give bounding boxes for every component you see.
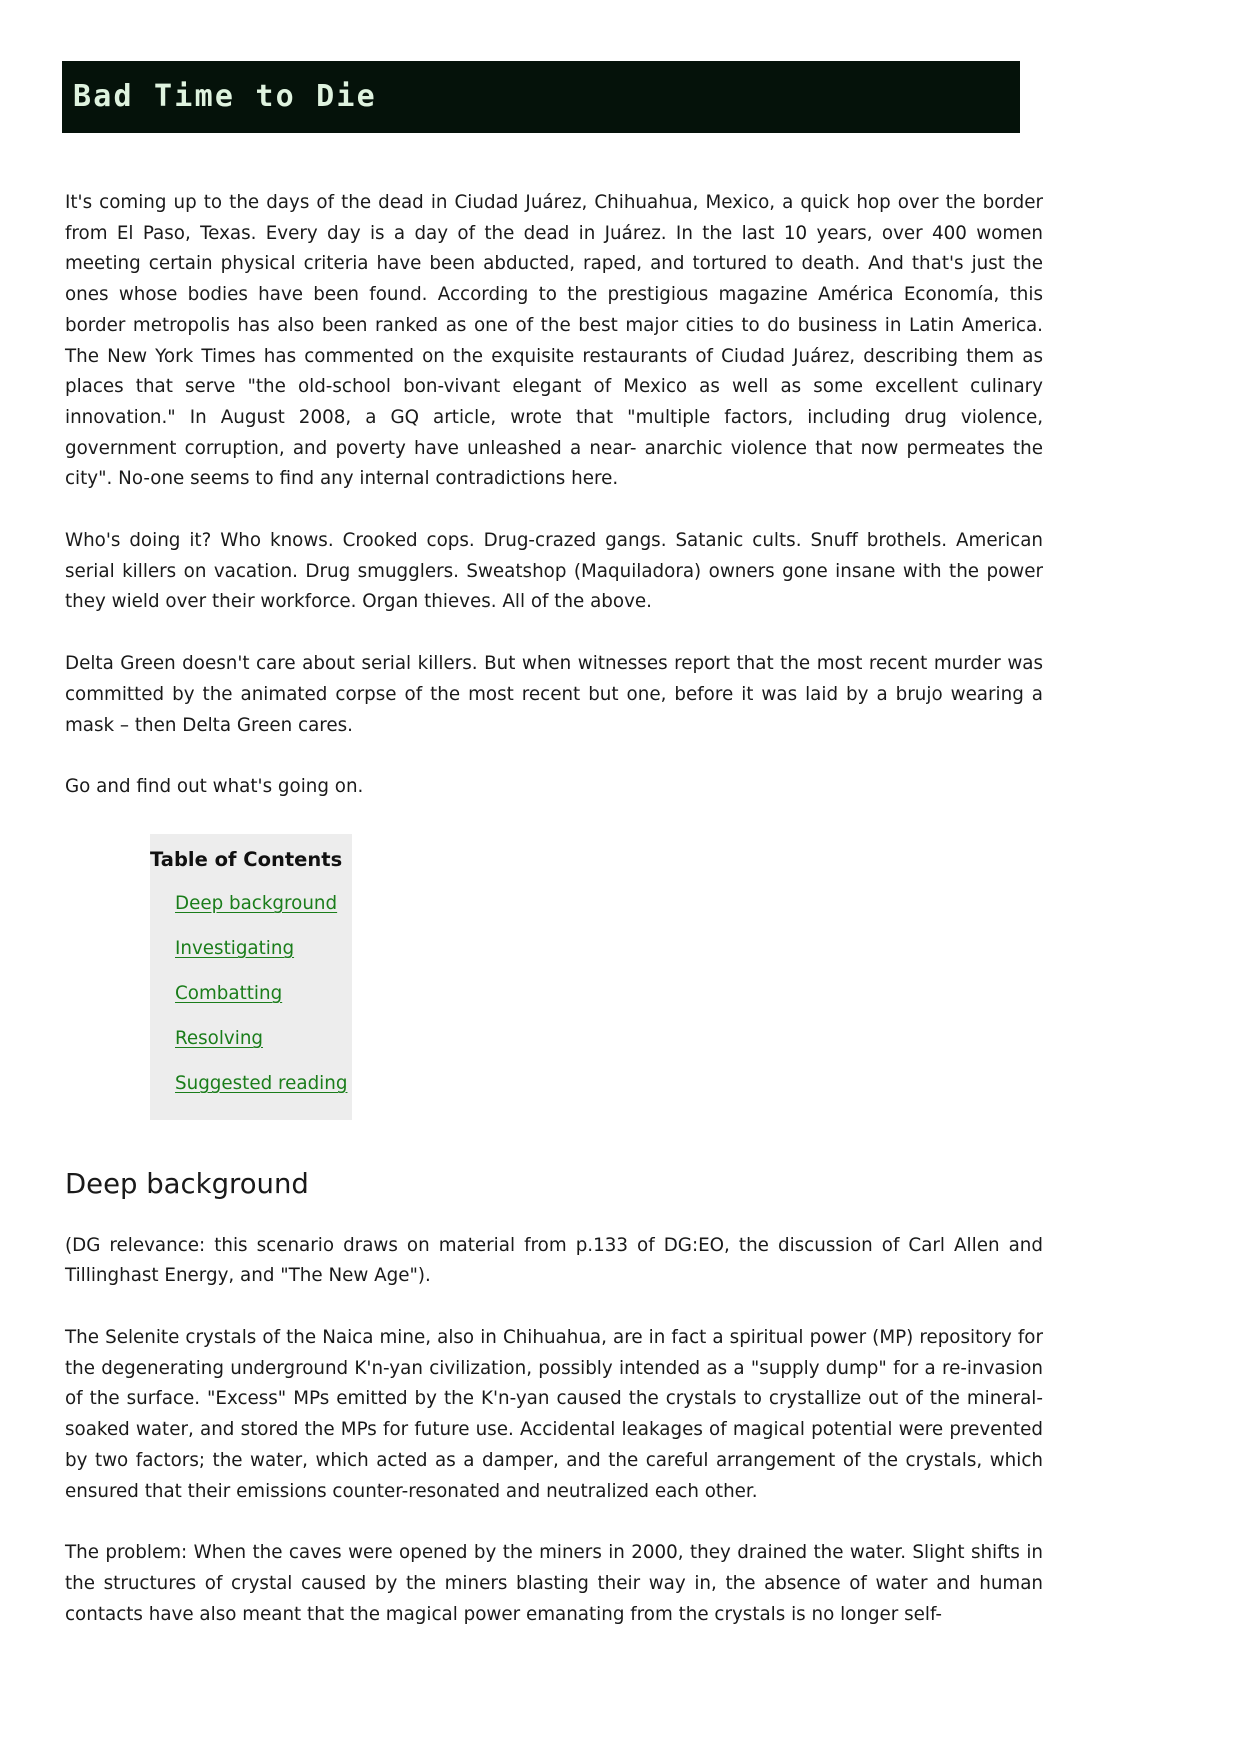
toc-list	[150, 881, 352, 1106]
deep-background-paragraph-2: The Selenite crystals of the Naica mine, also in Chihuahua, are in fact a spiritual power (MP) repository for the degenerating underground K'n-yan civilization, possibly intended as a "supply dump" for a re-invasion of the surface. "Excess" MPs emitted by the K'n-yan caused the crystals to crystallize out of the mineral-soaked water, and stored the MPs for future use. Accidental leakages of magical potential were prevented by two factors; the water, which acted as a damper, and the careful arrangement of the crystals, which ensured that their emissions counter-resonated and neutralized each other.	[65, 1326, 1043, 1502]
toc-box	[150, 834, 352, 1120]
deep-background-paragraph-1: (DG relevance: this scenario draws on material from p.133 of DG:EO, the discussion of Carl Allen and Tillinghast Energy, and "The New Age").	[65, 1234, 1043, 1287]
list-item	[175, 881, 352, 926]
toc-link-resolving[interactable]: Resolving	[175, 1028, 264, 1050]
toc-link-deep-background[interactable]: Deep background	[175, 893, 338, 915]
intro-paragraph-2: Who's doing it? Who knows. Crooked cops. Drug-crazed gangs. Satanic cults. Snuff brothels. American serial killers on vacation. Drug smugglers. Sweatshop (Maquiladora) owners gone insane with the power they wield over their workforce. Organ thieves. All of the above.	[65, 530, 1043, 613]
table-of-contents	[65, 834, 1043, 1120]
toc-link-combatting[interactable]: Combatting	[175, 983, 283, 1005]
toc-heading: Table of Contents	[150, 847, 343, 871]
document-body	[65, 188, 1043, 1630]
toc-link-investigating[interactable]: Investigating	[175, 938, 295, 960]
intro-paragraph-1: It's coming up to the days of the dead in Ciudad Juárez, Chihuahua, Mexico, a quick hop over the border from El Paso, Texas. Every day is a day of the dead in Juárez. In the last 10 years, over 400 women meeting certain physical criteria have been abducted, raped, and tortured to death. And that's just the ones whose bodies have been found. According to the prestigious magazine América Economía, this border metropolis has also been ranked as one of the best major cities to do business in Latin America. The New York Times has commented on the exquisite restaurants of Ciudad Juárez, describing them as places that serve "the old-school bon-vivant elegant of Mexico as well as some excellent culinary innovation." In August 2008, a GQ article, wrote that "multiple factors, including drug violence, government corruption, and poverty have unleashed a near- anarchic violence that now permeates the city". No-one seems to find any internal contradictions here.	[65, 192, 1043, 490]
toc-link-suggested-reading[interactable]: Suggested reading	[175, 1073, 348, 1095]
list-item	[175, 1061, 352, 1106]
list-item	[175, 971, 352, 1016]
deep-background-paragraph-3: The problem: When the caves were opened by the miners in 2000, they drained the water. Slight shifts in the structures of crystal caused by the miners blasting their way in, the absence of water and human contacts have also meant that the magical power emanating from the crystals is no longer self-	[65, 1542, 1043, 1625]
list-item	[175, 926, 352, 971]
intro-paragraph-4: Go and find out what's going on.	[65, 776, 364, 798]
document-title-banner	[62, 61, 1020, 133]
list-item	[175, 1016, 352, 1061]
section-heading-deep-background: Deep background	[65, 1168, 309, 1201]
page-title: Bad Time to Die	[73, 79, 377, 114]
intro-paragraph-3: Delta Green doesn't care about serial killers. But when witnesses report that the most recent murder was committed by the animated corpse of the most recent but one, before it was laid by a brujo wearing a mask – then Delta Green cares.	[65, 653, 1043, 736]
